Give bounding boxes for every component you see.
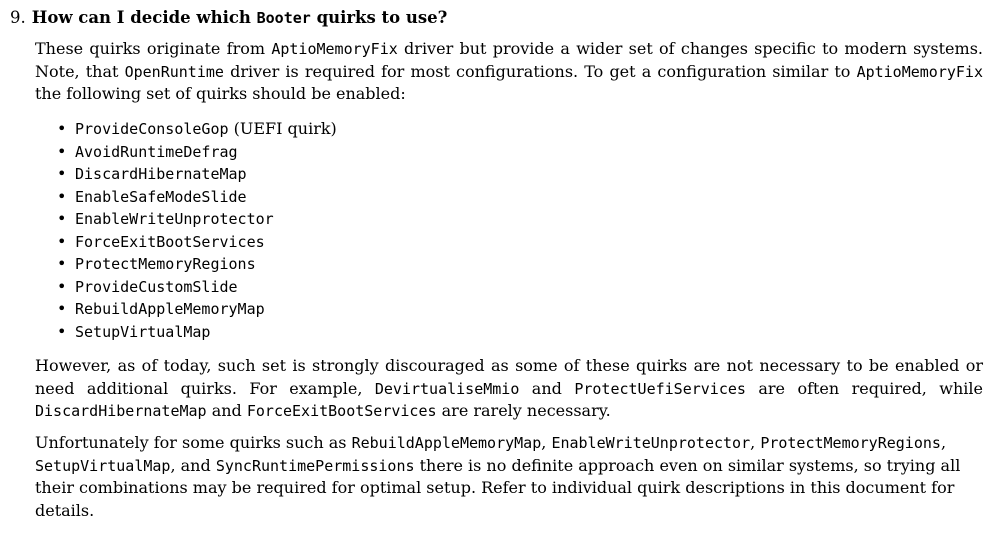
list-item [55,231,337,254]
however-text: and [531,378,562,398]
quirk-name: EnableSafeModeSlide [75,187,247,206]
question-title-code: Booter [256,9,311,27]
intro-text: driver is required for most configurations. To get a configuration similar to [230,61,851,81]
bullet-icon: • [57,209,67,228]
unfortunately-paragraph [35,432,983,522]
bullet-icon: • [57,231,67,251]
code-openruntime: OpenRuntime [124,62,224,81]
however-text: are often required, while [758,378,983,398]
list-item [55,208,337,231]
list-item [55,276,337,299]
intro-text: driver but provide a wider set of changes specific to modern systems. Note, that [35,39,983,81]
code-enablewriteunprotector: EnableWriteUnprotector [551,434,751,452]
code-forceexitbootservices: ForceExitBootServices [246,402,437,420]
code-aptiomemoryfix: AptioMemoryFix [271,40,398,58]
code-devirtualisemmio: DevirtualiseMmio [374,379,520,398]
unfortunately-text: Unfortunately for some quirks such as [35,433,347,452]
quirk-name: ForceExitBootServices [75,232,265,251]
bullet-icon: • [57,141,67,161]
however-text: and [211,401,242,420]
however-text: However, as of today, such set is strongly discouraged as some of these quirks are not necessary to be enabled or need additional quirks. For example, [35,356,983,398]
quirk-list [55,118,337,343]
quirk-name: AvoidRuntimeDefrag [75,142,238,161]
bullet-icon: • [57,119,67,138]
intro-text: the following set of quirks should be enabled: [35,84,406,103]
code-protectuefiservices: ProtectUefiServices [574,379,746,398]
quirk-name: DiscardHibernateMap [75,165,247,183]
unfortunately-text: there is no definite approach even on similar systems, so trying all their combinations may be required for optimal setup. Refer to individual quirk descriptions in this document for details. [35,455,961,520]
quirk-name: EnableWriteUnprotector [75,210,274,228]
bullet-icon: • [57,276,67,296]
bullet-icon: • [57,321,67,341]
code-rebuildapplememorymap: RebuildAppleMemoryMap [351,434,542,452]
code-discardhibernatemap: DiscardHibernateMap [35,402,207,420]
quirk-name: RebuildAppleMemoryMap [75,300,265,318]
question-title-end: quirks to use? [316,8,448,27]
comma: , [940,433,947,452]
code-aptiomemoryfix: AptioMemoryFix [856,62,983,81]
code-syncruntimepermissions: SyncRuntimePermissions [215,456,415,475]
quirk-name: SetupVirtualMap [75,322,211,341]
list-item [55,321,337,344]
list-item [55,253,337,276]
quirk-name: ProvideConsoleGop [75,120,229,138]
comma: , [541,433,547,452]
list-item [55,141,337,164]
quirk-note: (UEFI quirk) [233,119,337,138]
list-item [55,298,337,321]
question-title-start: How can I decide which [31,8,251,27]
question-heading [10,7,447,29]
comma: , [750,433,756,452]
list-item [55,186,337,209]
bullet-icon: • [57,254,67,273]
list-item [55,163,337,186]
quirk-name: ProtectMemoryRegions [75,255,256,273]
bullet-icon: • [57,186,67,206]
quirk-name: ProvideCustomSlide [75,277,238,296]
bullet-icon: • [57,299,67,318]
intro-paragraph [35,38,983,106]
question-number: 9. [10,8,26,27]
bullet-icon: • [57,164,67,183]
unfortunately-text: , and [170,455,211,475]
however-paragraph [35,355,983,423]
code-protectmemoryregions: ProtectMemoryRegions [760,434,941,452]
list-item [55,118,337,141]
however-text: are rarely necessary. [441,401,611,420]
code-setupvirtualmap: SetupVirtualMap [35,456,171,475]
intro-text: These quirks originate from [35,39,266,58]
